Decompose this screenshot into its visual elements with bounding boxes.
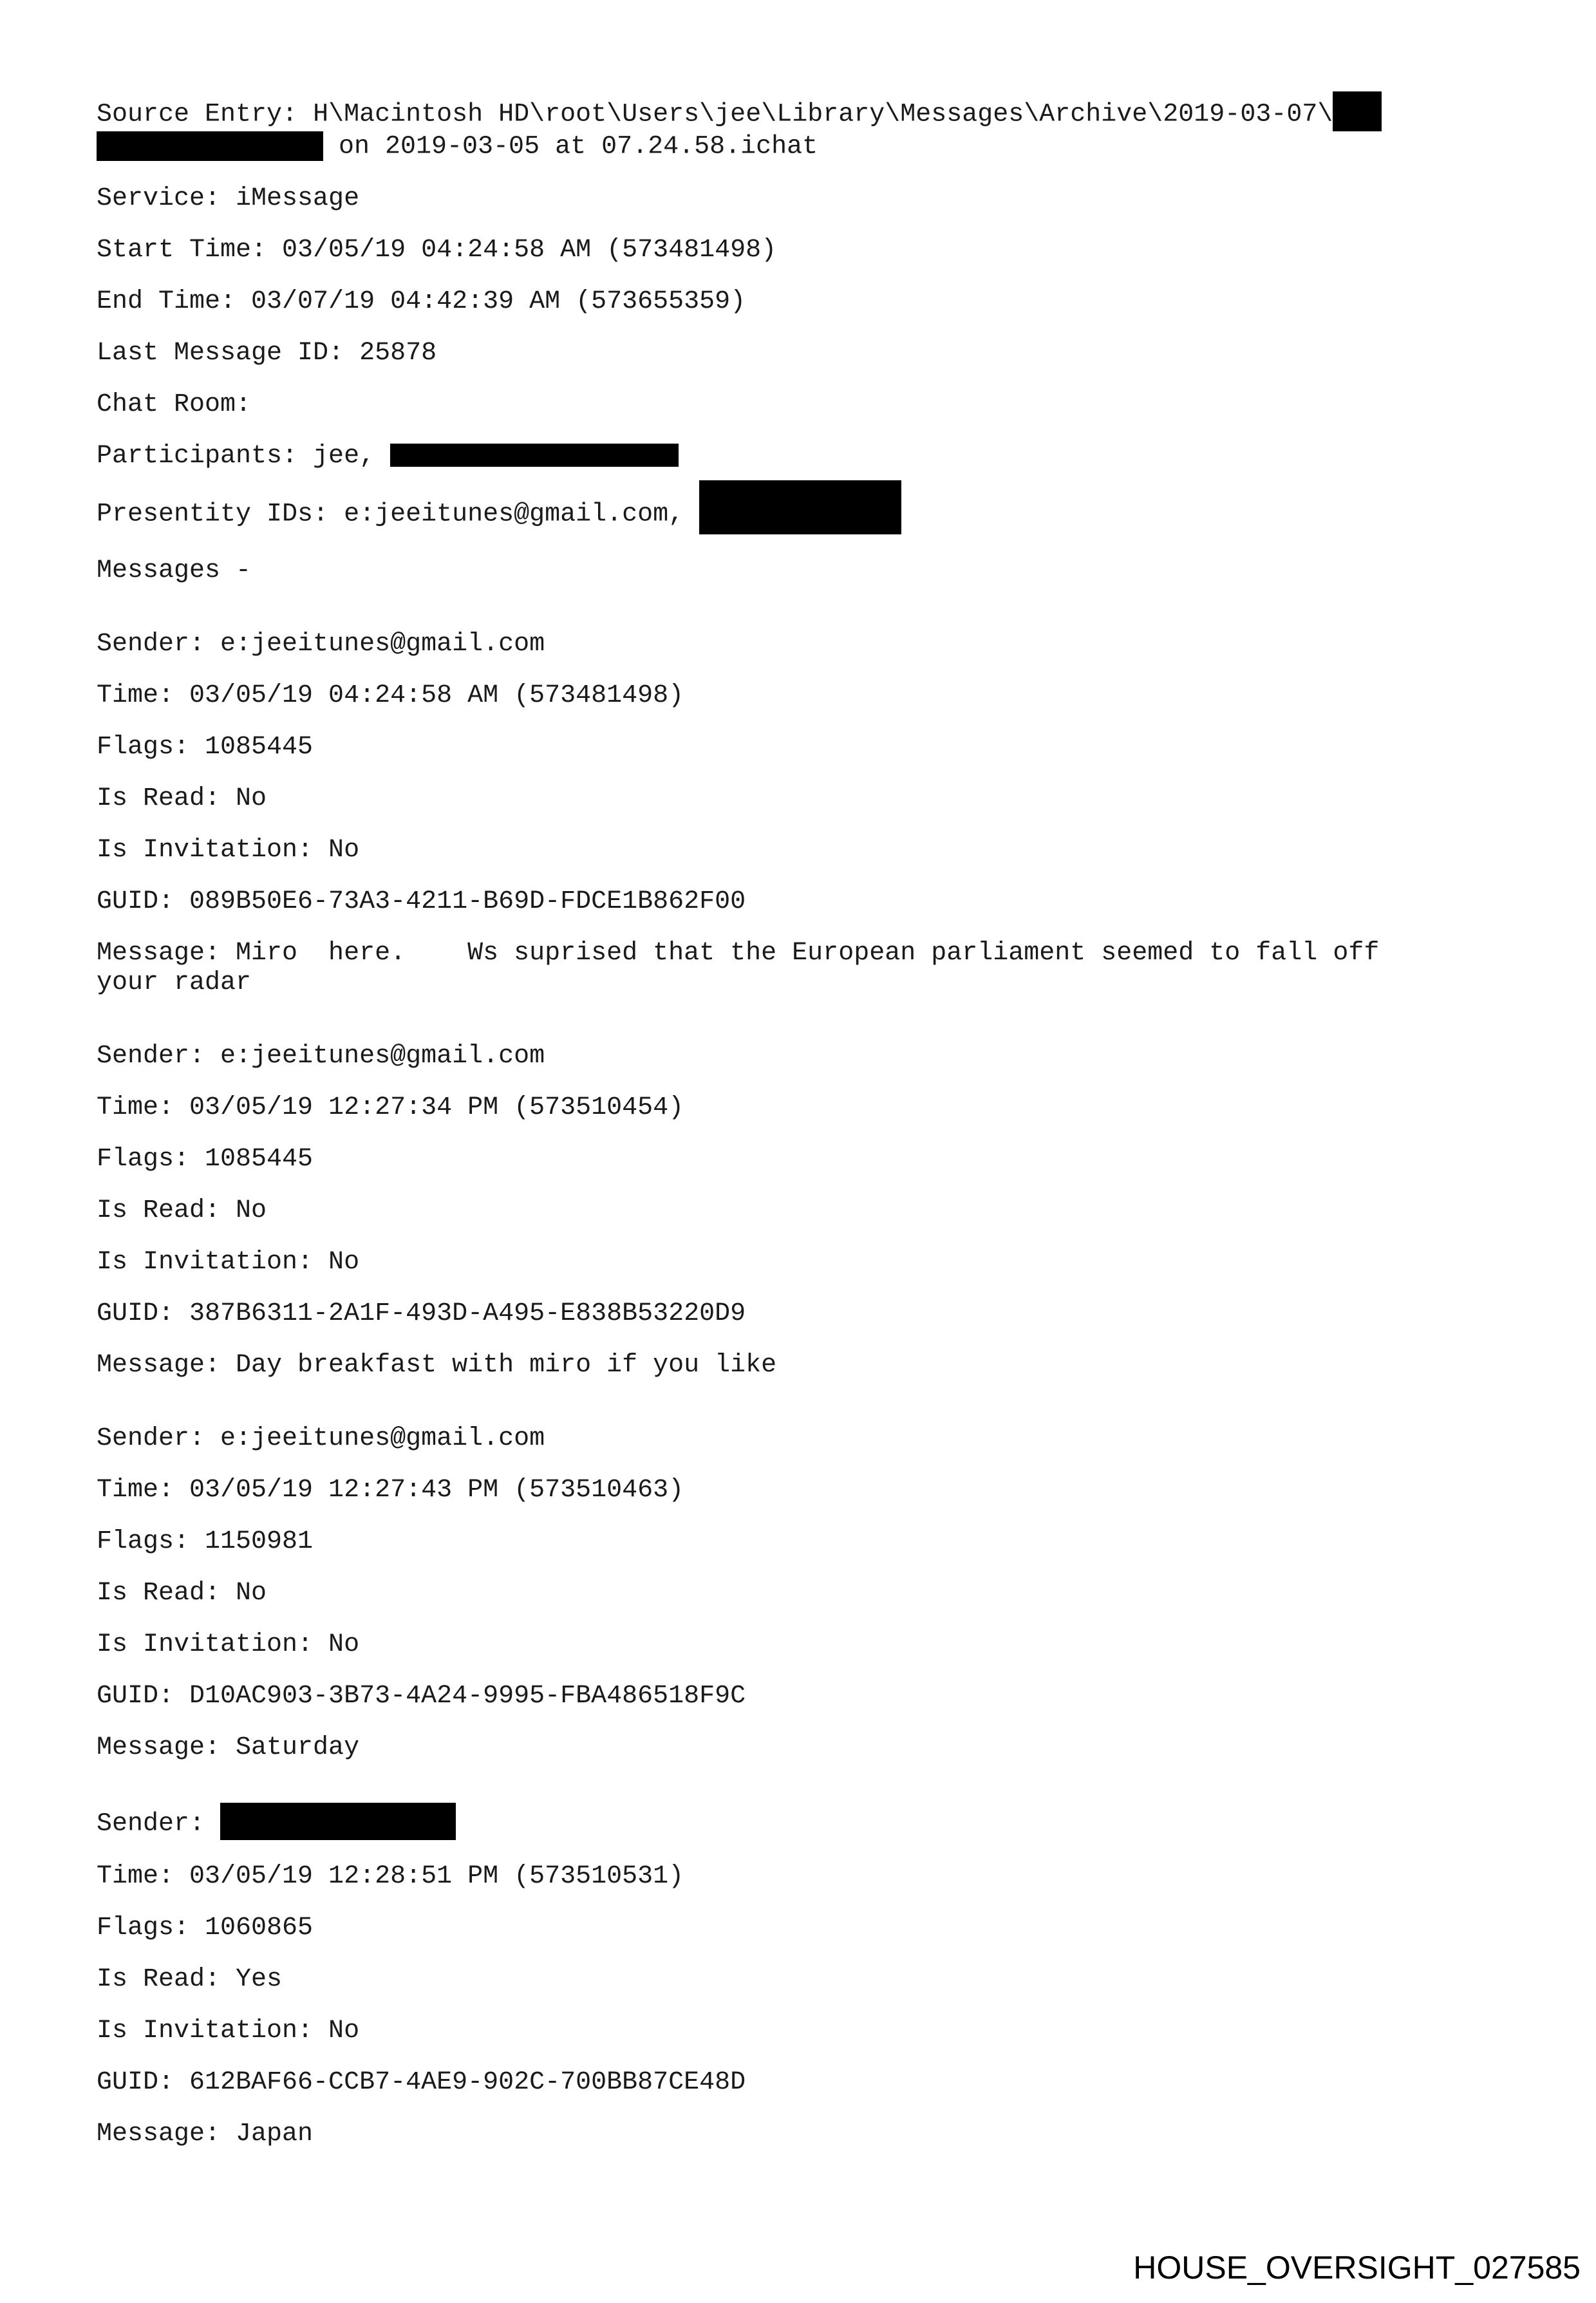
message-block: [97, 1807, 1481, 2149]
end-time-line: End Time: 03/07/19 04:42:39 AM (573655359): [97, 287, 746, 316]
message-text: Message: Miro here. Ws suprised that the European parliament seemed to fall off your radar: [97, 938, 1395, 997]
presentity-ids-line: [97, 493, 1481, 534]
redaction-box: [1333, 91, 1382, 131]
time-line: Time: 03/05/19 12:27:43 PM (573510463): [97, 1475, 684, 1505]
is-invitation-line: Is Invitation: No: [97, 1247, 360, 1277]
is-invitation-line: Is Invitation: No: [97, 835, 360, 865]
flags-line: Flags: 1085445: [97, 1144, 314, 1174]
redaction-box: [97, 131, 323, 161]
time-line: Time: 03/05/19 04:24:58 AM (573481498): [97, 681, 684, 710]
presentity-ids-text: Presentity IDs: e:jeeitunes@gmail.com,: [97, 500, 684, 529]
source-entry-suffix: on 2019-03-05 at 07.24.58.ichat: [339, 132, 818, 162]
is-read-line: Is Read: No: [97, 1578, 267, 1608]
guid-line: GUID: 089B50E6-73A3-4211-B69D-FDCE1B862F00: [97, 887, 746, 916]
flags-line: Flags: 1150981: [97, 1527, 314, 1556]
source-entry-label: Source Entry:: [97, 100, 298, 129]
sender-line: [97, 1807, 1481, 1840]
source-entry-path: H\Macintosh HD\root\Users\jee\Library\Messages\Archive\2019-03-07\: [313, 100, 1333, 129]
start-time-line: Start Time: 03/05/19 04:24:58 AM (573481498): [97, 235, 777, 265]
is-invitation-line: Is Invitation: No: [97, 1630, 360, 1659]
time-line: Time: 03/05/19 12:28:51 PM (573510531): [97, 1861, 684, 1891]
is-read-line: Is Read: No: [97, 1196, 267, 1225]
is-invitation-line: Is Invitation: No: [97, 2016, 360, 2045]
message-block: [97, 1424, 1481, 1763]
messages-label: Messages -: [97, 556, 252, 585]
flags-line: Flags: 1060865: [97, 1913, 314, 1942]
is-read-line: Is Read: No: [97, 784, 267, 813]
source-entry-line: [97, 97, 1481, 131]
redaction-box: [220, 1803, 456, 1840]
redaction-box: [390, 444, 679, 467]
chat-room-line: Chat Room:: [97, 390, 252, 419]
guid-line: GUID: 387B6311-2A1F-493D-A495-E838B53220D9: [97, 1299, 746, 1328]
time-line: Time: 03/05/19 12:27:34 PM (573510454): [97, 1093, 684, 1122]
message-block: [97, 630, 1481, 998]
redaction-box: [699, 480, 901, 534]
last-message-id-line: Last Message ID: 25878: [97, 338, 437, 368]
participants-text: Participants: jee,: [97, 441, 375, 471]
service-line: Service: iMessage: [97, 183, 360, 213]
source-entry-continuation: [97, 131, 1481, 162]
document-page: [97, 97, 1481, 2149]
sender-line: Sender: e:jeeitunes@gmail.com: [97, 629, 545, 659]
bates-number: HOUSE_OVERSIGHT_027585: [1133, 2250, 1581, 2286]
guid-line: GUID: 612BAF66-CCB7-4AE9-902C-700BB87CE48D: [97, 2067, 746, 2097]
message-text: Message: Saturday: [97, 1733, 360, 1762]
flags-line: Flags: 1085445: [97, 732, 314, 762]
guid-line: GUID: D10AC903-3B73-4A24-9995-FBA486518F9C: [97, 1681, 746, 1711]
participants-line: [97, 442, 1481, 471]
message-block: [97, 1042, 1481, 1380]
is-read-line: Is Read: Yes: [97, 1964, 283, 1994]
message-text: Message: Japan: [97, 2119, 314, 2148]
sender-label: Sender:: [97, 1809, 205, 1839]
message-text: Message: Day breakfast with miro if you like: [97, 1350, 777, 1380]
sender-line: Sender: e:jeeitunes@gmail.com: [97, 1041, 545, 1071]
sender-line: Sender: e:jeeitunes@gmail.com: [97, 1424, 545, 1453]
